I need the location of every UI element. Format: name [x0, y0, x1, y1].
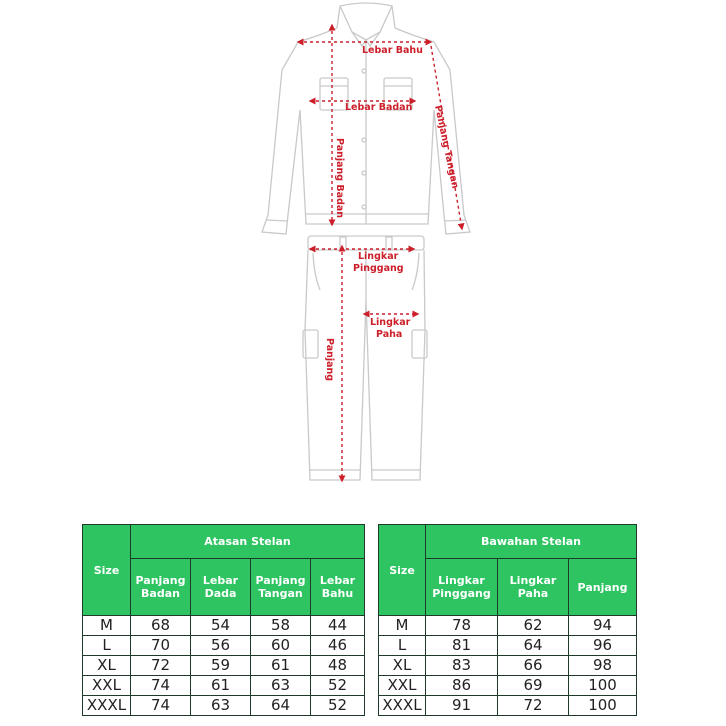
atasan-size-table — [82, 524, 365, 716]
table-row — [83, 676, 365, 696]
table-row — [83, 656, 365, 676]
col-header-lebar-bahu: Lebar Bahu — [311, 559, 365, 616]
label-lingkar-paha-1: Lingkar — [370, 317, 411, 328]
table-row — [379, 676, 637, 696]
table-row — [379, 696, 637, 716]
group-header: Bawahan Stelan — [426, 525, 637, 559]
label-panjang-badan: Panjang Badan — [334, 138, 345, 219]
table-row — [379, 656, 637, 676]
size-cell: L — [379, 636, 426, 656]
value-cell: 70 — [131, 636, 191, 656]
table-row — [83, 616, 365, 636]
size-cell: XXXL — [379, 696, 426, 716]
size-header: Size — [83, 525, 131, 616]
value-cell: 63 — [251, 676, 311, 696]
value-cell: 63 — [191, 696, 251, 716]
value-cell: 100 — [569, 696, 637, 716]
value-cell: 83 — [426, 656, 498, 676]
value-cell: 74 — [131, 676, 191, 696]
value-cell: 94 — [569, 616, 637, 636]
value-cell: 64 — [498, 636, 569, 656]
value-cell: 46 — [311, 636, 365, 656]
size-cell: M — [379, 616, 426, 636]
size-cell: XL — [83, 656, 131, 676]
value-cell: 52 — [311, 696, 365, 716]
table-row — [379, 616, 637, 636]
value-cell: 98 — [569, 656, 637, 676]
value-cell: 58 — [251, 616, 311, 636]
value-cell: 91 — [426, 696, 498, 716]
value-cell: 44 — [311, 616, 365, 636]
value-cell: 61 — [251, 656, 311, 676]
value-cell: 66 — [498, 656, 569, 676]
label-panjang: Panjang — [324, 338, 335, 382]
value-cell: 68 — [131, 616, 191, 636]
label-panjang-tangan: Panjang Tangan — [432, 104, 461, 190]
value-cell: 54 — [191, 616, 251, 636]
size-cell: XXL — [379, 676, 426, 696]
label-lingkar-paha-2: Paha — [376, 329, 403, 340]
value-cell: 48 — [311, 656, 365, 676]
value-cell: 78 — [426, 616, 498, 636]
label-lingkar-pinggang-1: Lingkar — [358, 251, 399, 262]
col-header-panjang-tangan: Panjang Tangan — [251, 559, 311, 616]
size-header: Size — [379, 525, 426, 616]
size-cell: L — [83, 636, 131, 656]
value-cell: 86 — [426, 676, 498, 696]
value-cell: 100 — [569, 676, 637, 696]
value-cell: 56 — [191, 636, 251, 656]
table-row — [83, 636, 365, 656]
value-cell: 64 — [251, 696, 311, 716]
value-cell: 69 — [498, 676, 569, 696]
label-lebar-badan: Lebar Badan — [345, 102, 413, 113]
col-header-panjang: Panjang — [569, 559, 637, 616]
value-cell: 81 — [426, 636, 498, 656]
label-lebar-bahu: Lebar Bahu — [362, 45, 423, 56]
value-cell: 72 — [131, 656, 191, 676]
value-cell: 62 — [498, 616, 569, 636]
label-lingkar-pinggang-2: Pinggang — [353, 263, 404, 274]
size-cell: XL — [379, 656, 426, 676]
size-cell: XXL — [83, 676, 131, 696]
table-row — [83, 696, 365, 716]
value-cell: 96 — [569, 636, 637, 656]
table-row — [379, 636, 637, 656]
col-header-lingkar-paha: Lingkar Paha — [498, 559, 569, 616]
value-cell: 52 — [311, 676, 365, 696]
bawahan-size-table — [378, 524, 637, 716]
size-cell: M — [83, 616, 131, 636]
col-header-panjang-badan: Panjang Badan — [131, 559, 191, 616]
value-cell: 74 — [131, 696, 191, 716]
value-cell: 61 — [191, 676, 251, 696]
col-header-lebar-dada: Lebar Dada — [191, 559, 251, 616]
group-header: Atasan Stelan — [131, 525, 365, 559]
value-cell: 59 — [191, 656, 251, 676]
value-cell: 60 — [251, 636, 311, 656]
value-cell: 72 — [498, 696, 569, 716]
size-cell: XXXL — [83, 696, 131, 716]
col-header-lingkar-pinggang: Lingkar Pinggang — [426, 559, 498, 616]
